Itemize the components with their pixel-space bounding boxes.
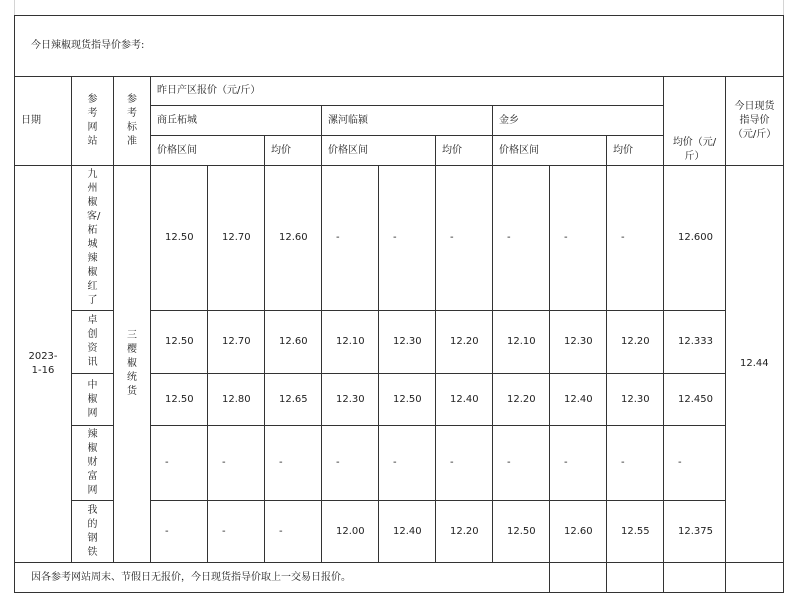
value-cell: - — [322, 166, 379, 311]
value-cell: - — [436, 426, 493, 501]
header-date: 日期 — [15, 77, 72, 166]
footnote: 因各参考网站周末、节假日无报价，今日现货指导价取上一交易日报价。 — [15, 563, 550, 593]
value-cell: 12.55 — [607, 501, 664, 563]
value-cell: 12.50 — [379, 374, 436, 426]
value-cell: 12.70 — [208, 311, 265, 374]
value-cell: - — [550, 166, 607, 311]
value-cell: 12.30 — [550, 311, 607, 374]
subheader-range-1: 价格区间 — [151, 136, 265, 166]
value-cell: 12.40 — [436, 374, 493, 426]
source-cell: 辣椒财富网 — [72, 426, 114, 501]
avg-cell: 12.450 — [664, 374, 726, 426]
subheader-avg-3: 均价 — [607, 136, 664, 166]
subheader-range-3: 价格区间 — [493, 136, 607, 166]
value-cell: 12.65 — [265, 374, 322, 426]
value-cell: 12.40 — [550, 374, 607, 426]
value-cell: 12.30 — [379, 311, 436, 374]
value-cell: 12.40 — [379, 501, 436, 563]
header-avg-unit: 均价（元/斤） — [664, 136, 726, 166]
value-cell: 12.60 — [550, 501, 607, 563]
value-cell: 12.60 — [265, 166, 322, 311]
region-header-1: 商丘柘城 — [151, 106, 322, 136]
value-cell: - — [550, 426, 607, 501]
value-cell: 12.70 — [208, 166, 265, 311]
value-cell: - — [436, 166, 493, 311]
header-source: 参考网站 — [72, 77, 114, 166]
header-standard: 参考标准 — [114, 77, 151, 166]
source-cell: 中椒网 — [72, 374, 114, 426]
value-cell: - — [151, 426, 208, 501]
value-cell: - — [379, 166, 436, 311]
value-cell: - — [208, 426, 265, 501]
price-table — [14, 15, 784, 593]
value-cell: 12.20 — [607, 311, 664, 374]
source-cell: 我的钢铁 — [72, 501, 114, 563]
value-cell: 12.80 — [208, 374, 265, 426]
avg-cell: 12.375 — [664, 501, 726, 563]
table-row — [15, 166, 784, 311]
value-cell: 12.50 — [493, 501, 550, 563]
value-cell: 12.20 — [436, 311, 493, 374]
region-header-3: 金乡 — [493, 106, 664, 136]
source-cell: 卓创资讯 — [72, 311, 114, 374]
value-cell: - — [607, 166, 664, 311]
value-cell: 12.50 — [151, 374, 208, 426]
avg-cell: 12.333 — [664, 311, 726, 374]
source-cell: 九州椒客/柘城辣椒红了 — [72, 166, 114, 311]
subheader-avg-2: 均价 — [436, 136, 493, 166]
today-price-cell: 12.44 — [726, 166, 784, 563]
standard-cell: 三樱椒统货 — [114, 166, 151, 563]
value-cell: - — [493, 166, 550, 311]
value-cell: - — [607, 426, 664, 501]
value-cell: 12.30 — [322, 374, 379, 426]
region-header-2: 漯河临颍 — [322, 106, 493, 136]
value-cell: - — [322, 426, 379, 501]
value-cell: - — [493, 426, 550, 501]
value-cell: 12.00 — [322, 501, 379, 563]
value-cell: 12.10 — [493, 311, 550, 374]
value-cell: - — [379, 426, 436, 501]
header-yesterday-price: 昨日产区报价（元/斤） — [151, 77, 664, 106]
value-cell: 12.60 — [265, 311, 322, 374]
value-cell: - — [265, 501, 322, 563]
value-cell: 12.10 — [322, 311, 379, 374]
table-title: 今日辣椒现货指导价参考: — [15, 16, 784, 77]
value-cell: 12.30 — [607, 374, 664, 426]
value-cell: - — [151, 501, 208, 563]
subheader-avg-1: 均价 — [265, 136, 322, 166]
avg-cell: - — [664, 426, 726, 501]
value-cell: - — [265, 426, 322, 501]
value-cell: 12.20 — [493, 374, 550, 426]
header-today-price: 今日现货指导价（元/斤） — [726, 77, 784, 166]
value-cell: 12.50 — [151, 166, 208, 311]
subheader-range-2: 价格区间 — [322, 136, 436, 166]
avg-cell: 12.600 — [664, 166, 726, 311]
date-cell: 2023-1-16 — [15, 166, 72, 563]
value-cell: 12.20 — [436, 501, 493, 563]
value-cell: 12.50 — [151, 311, 208, 374]
value-cell: - — [208, 501, 265, 563]
